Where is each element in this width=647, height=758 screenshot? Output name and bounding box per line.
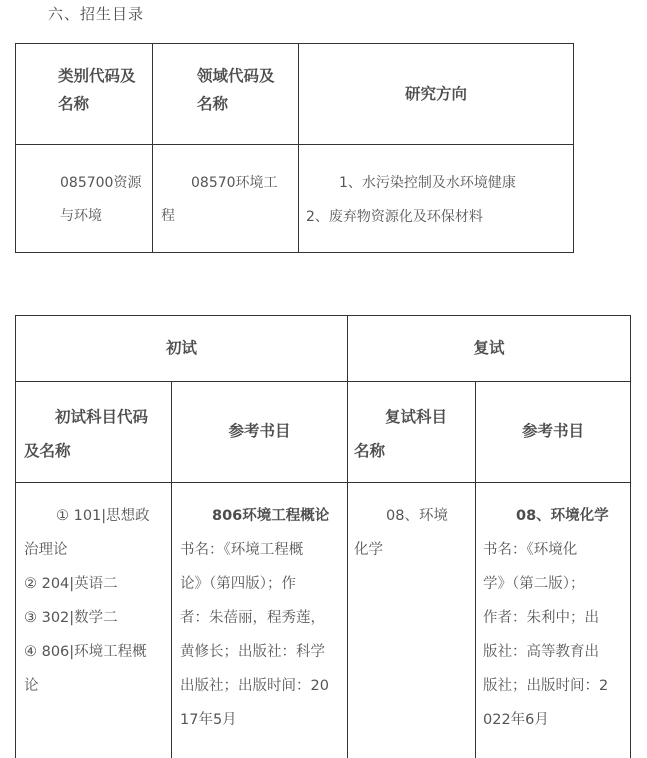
catalog-cell-category [16,145,153,253]
retest-subject-header: 复试科目 名称 [354,400,474,468]
initial-books-header: 参考书目 [172,417,347,445]
initial-exam-title-cell [16,316,348,382]
retest-book-detail: 书名：《环境化 学》（第二版）； 作者：朱利中；出 版社：高等教育出 版社；出版时间：2 022年6月 [483,533,629,737]
retest-title: 复试 [348,334,630,362]
retest-subjects-cell [348,483,476,758]
catalog-cell-field [153,145,299,253]
direction-item-2: 2、废弃物资源化及环保材料 [306,201,483,234]
initial-exam-title: 初试 [16,334,347,362]
exam-table [15,315,631,758]
exam-title-row [16,316,631,382]
initial-books-cell [172,483,348,758]
catalog-header-category [16,44,153,145]
retest-subject-header-cell [348,382,476,483]
retest-books-cell [476,483,631,758]
catalog-data-row [16,145,574,253]
initial-subject-header: 初试科目代码 及名称 [24,400,170,468]
initial-subjects-cell [16,483,172,758]
retest-title-cell [348,316,631,382]
catalog-table [15,43,574,253]
category-header-label: 类别代码及 名称 [58,62,148,118]
exam-header-row [16,382,631,483]
catalog-cell-direction [299,145,574,253]
section-heading: 六、招生目录 [48,3,144,24]
retest-subjects-list: 08、环境 化学 [354,499,474,567]
retest-book-title: 08、环境化学 [516,499,609,533]
retest-books-header: 参考书目 [476,417,630,445]
catalog-header-row [16,44,574,145]
initial-books-header-cell [172,382,348,483]
catalog-header-field [153,44,299,145]
initial-subject-header-cell [16,382,172,483]
catalog-header-direction [299,44,574,145]
initial-book-detail: 书名：《环境工程概 论》（第四版）；作 者：朱蓓丽，程秀莲， 黄修长；出版社：科学 出版社；出版时间：20 17年5月 [180,533,346,737]
direction-header-label: 研究方向 [299,80,573,108]
exam-content-row [16,483,631,758]
field-header-label: 领域代码及 名称 [197,62,293,118]
direction-item-1: 1、水污染控制及水环境健康 [339,167,516,200]
initial-book-title: 806环境工程概论 [212,499,329,533]
retest-books-header-cell [476,382,631,483]
field-value: 08570环境工 程 [161,167,295,233]
initial-subjects-list: ① 101|思想政 治理论 ② 204|英语二 ③ 302|数学二 ④ 806|环境工程概 论 [24,499,170,703]
category-value: 085700资源 与环境 [60,167,152,233]
